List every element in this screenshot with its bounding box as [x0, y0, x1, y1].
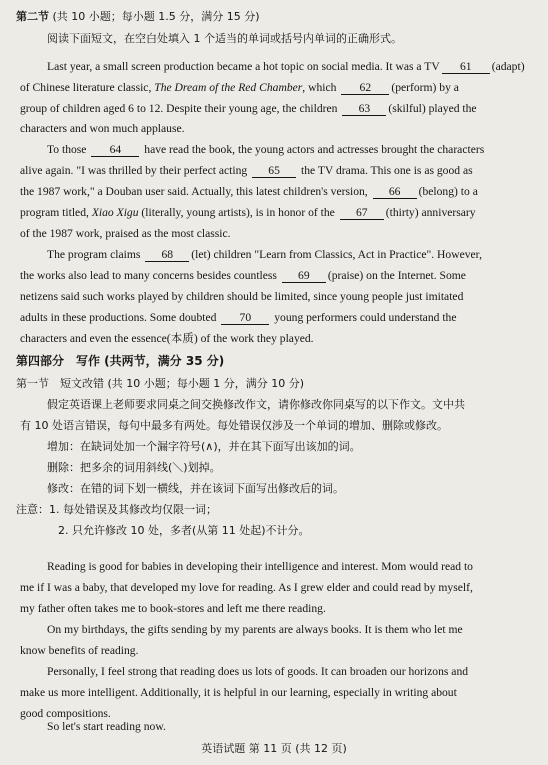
passage-text: alive again. "I was thrilled by their perfect acting	[20, 164, 248, 177]
essay-line-1: Reading is good for babies in developing their intelligence and interest. Mom would read to	[47, 560, 473, 573]
note-1: 注意：1. 每处错误及其修改均仅限一词；	[16, 503, 217, 516]
blank-67[interactable]: 67	[340, 207, 384, 220]
part4-heading: 第四部分 写作 (共两节，满分 35 分)	[16, 354, 225, 368]
passage-text: adults in these productions. Some doubted	[20, 311, 217, 324]
blank-66[interactable]: 66	[373, 186, 417, 199]
rule-delete: 删除：把多余的词用斜线(＼)划掉。	[47, 461, 221, 474]
essay-line-7: make us more intelligent. Additionally, it is helpful in our learning, especially in writing about	[20, 686, 457, 699]
essay-line-4: On my birthdays, the gifts sending by my parents are always books. It is them who let me	[47, 623, 463, 636]
passage-text: (perform) by a	[391, 81, 459, 94]
section2-instruction: 阅读下面短文，在空白处填入 1 个适当的单词或括号内单词的正确形式。	[47, 32, 402, 45]
section2-title: 第二节	[16, 10, 49, 23]
book-title: The Dream of the Red Chamber	[154, 81, 303, 94]
note-2: 2. 只允许修改 10 处，多者(从第 11 处起)不计分。	[58, 524, 310, 537]
passage-line-1	[47, 60, 525, 74]
passage-text: the works also lead to many concerns besides countless	[20, 269, 277, 282]
passage-line-8	[20, 206, 476, 220]
blank-62[interactable]: 62	[341, 82, 389, 95]
essay-line-5: know benefits of reading.	[20, 644, 139, 657]
program-title: Xiao Xigu	[91, 206, 139, 219]
passage-text: (praise) on the Internet. Some	[327, 269, 466, 282]
essay-line-6: Personally, I feel strong that reading does us lots of goods. It can broaden our horizons and	[47, 665, 469, 678]
blank-69[interactable]: 69	[282, 270, 326, 283]
passage-line-12: netizens said such works played by children should be limited, since young people just imitated	[20, 290, 464, 303]
passage-text: young performers could understand the	[274, 311, 457, 324]
section2-heading	[16, 10, 260, 24]
blank-65[interactable]: 65	[252, 165, 296, 178]
passage-text: (belong) to a	[418, 185, 478, 198]
passage-text: , which	[302, 81, 337, 94]
passage-line-11	[20, 269, 466, 283]
essay-line-2: me if I was a baby, that developed my love for reading. As I grew elder and could read by myself,	[20, 581, 473, 594]
passage-text: of Chinese literature classic,	[20, 81, 152, 94]
passage-text: have read the book, the young actors and actresses brought the characters	[144, 143, 485, 156]
passage-line-13	[20, 311, 456, 325]
passage-line-6	[20, 164, 473, 178]
passage-line-5	[47, 143, 484, 157]
passage-line-4: characters and won much applause.	[20, 122, 185, 135]
part4-instruction-2: 有 10 处语言错误，每句中最多有两处。每处错误仅涉及一个单词的增加、删除或修改。	[20, 419, 448, 432]
passage-text: (let) children "Learn from Classics, Act in Practice". However,	[191, 248, 482, 261]
passage-text: the 1987 work," a Douban user said. Actually, this latest children's version,	[20, 185, 368, 198]
passage-text: (literally, young artists), is in honor of the	[141, 206, 335, 219]
blank-64[interactable]: 64	[91, 144, 139, 157]
passage-line-9: of the 1987 work, praised as the most classic.	[20, 227, 231, 240]
essay-line-8: good compositions.	[20, 707, 111, 720]
passage-text: the TV drama. This one is as good as	[301, 164, 473, 177]
passage-line-2	[20, 81, 459, 95]
passage-text: (thirty) anniversary	[385, 206, 476, 219]
section2-note: (共 10 小题；每小题 1.5 分，满分 15 分)	[52, 10, 260, 23]
blank-68[interactable]: 68	[145, 249, 189, 262]
passage-line-10	[47, 248, 482, 262]
passage-line-14: characters and even the essence(本质) of the work they played.	[20, 332, 314, 345]
blank-61[interactable]: 61	[442, 61, 490, 74]
passage-text: (adapt)	[491, 60, 525, 73]
blank-63[interactable]: 63	[342, 103, 386, 116]
passage-text: (skilful) played the	[388, 102, 477, 115]
passage-text: Last year, a small screen production became a hot topic on social media. It was a TV	[47, 60, 440, 73]
part4-section1-title: 第一节 短文改错 (共 10 小题；每小题 1 分，满分 10 分)	[16, 377, 305, 390]
rule-modify: 修改：在错的词下划一横线，并在该词下面写出修改后的词。	[47, 482, 344, 495]
passage-text: program titled,	[20, 206, 89, 219]
page-footer: 英语试题 第 11 页 (共 12 页)	[201, 742, 347, 755]
blank-70[interactable]: 70	[221, 312, 269, 325]
essay-line-3: my father often takes me to book-stores and left me there reading.	[20, 602, 326, 615]
rule-add: 增加：在缺词处加一个漏字符号(∧)，并在其下面写出该加的词。	[47, 440, 361, 453]
essay-line-9: So let's start reading now.	[47, 720, 166, 733]
passage-text: The program claims	[47, 248, 141, 261]
passage-text: To those	[47, 143, 87, 156]
passage-line-7	[20, 185, 478, 199]
passage-text: group of children aged 6 to 12. Despite their young age, the children	[20, 102, 338, 115]
passage-line-3	[20, 102, 477, 116]
part4-instruction-1: 假定英语课上老师要求同桌之间交换修改作文，请你修改你同桌写的以下作文。文中共	[47, 398, 465, 411]
